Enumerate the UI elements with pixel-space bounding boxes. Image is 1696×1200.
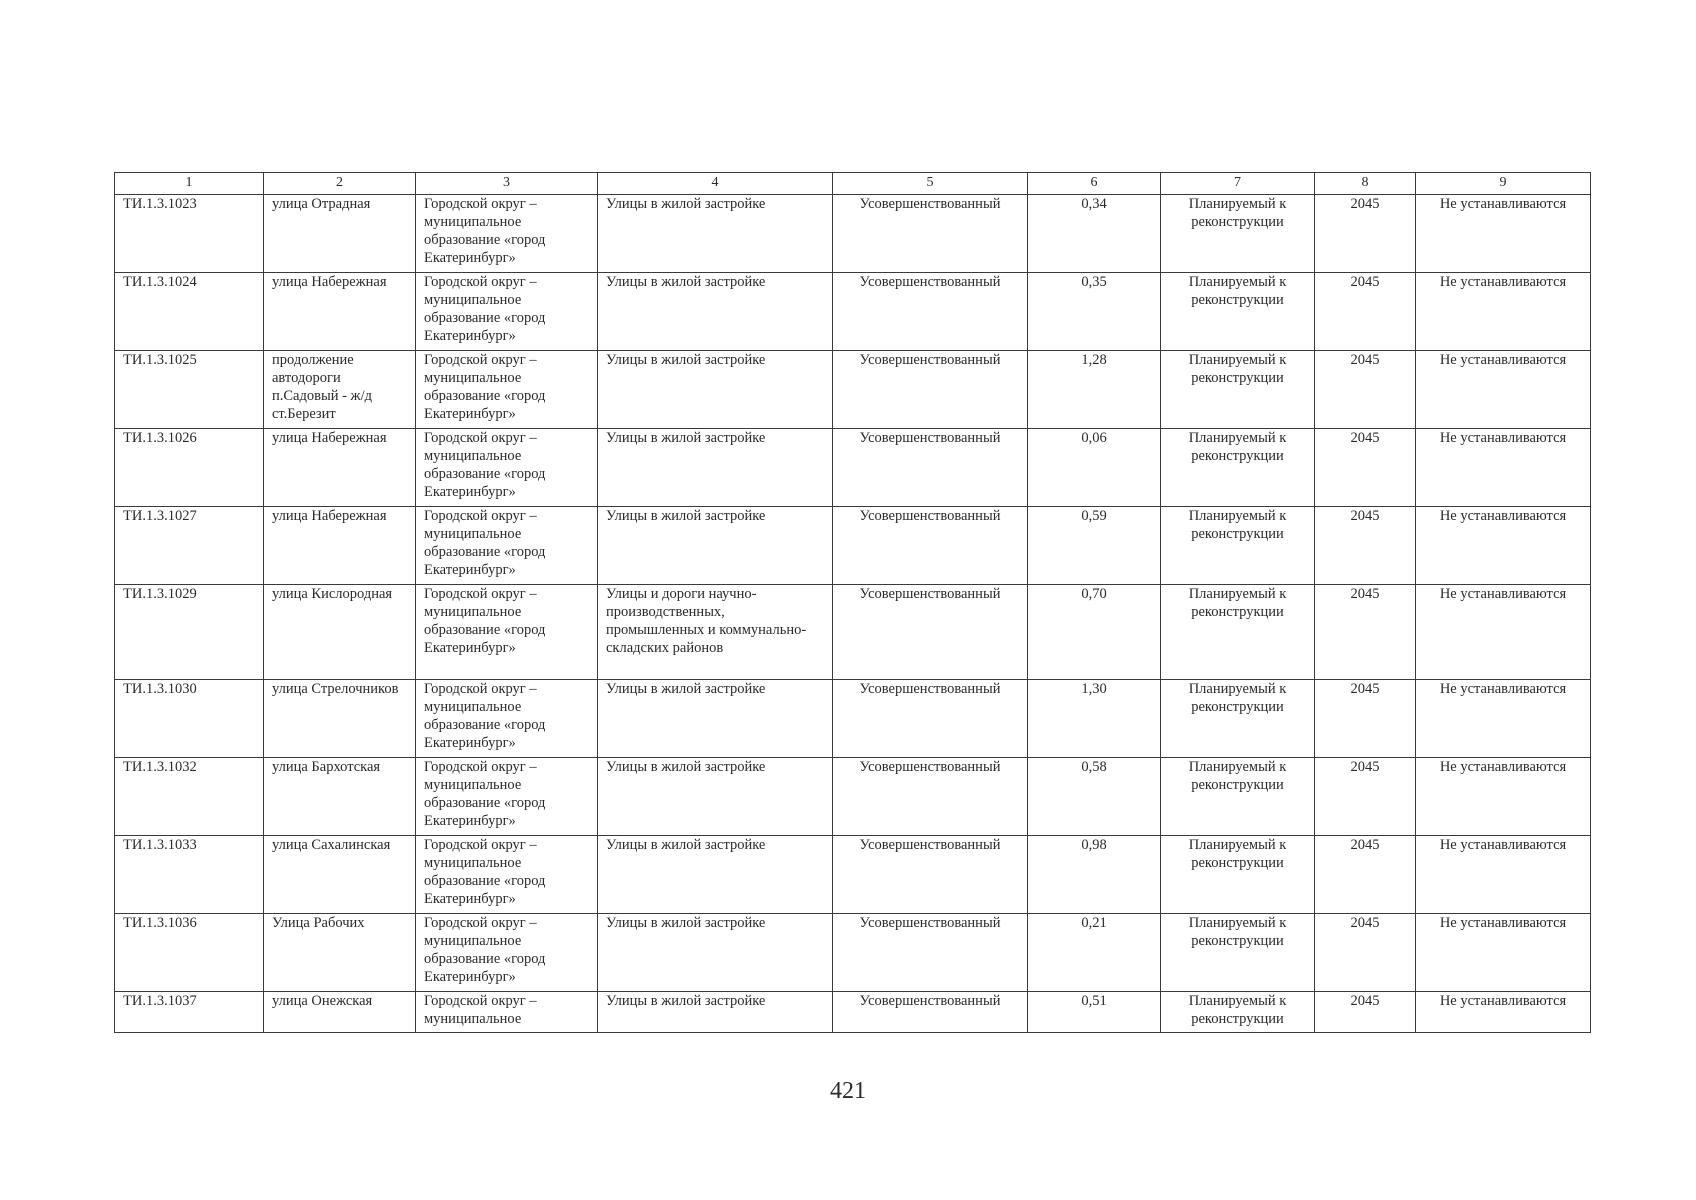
status: Планируемый к реконструкции [1161, 195, 1315, 273]
object-id: ТИ.1.3.1029 [115, 585, 264, 680]
cover-type: Усовершенствованный [833, 914, 1028, 992]
municipality: Городской округ – муниципальное образование «город Екатеринбург» [416, 914, 598, 992]
cover-type: Усовершенствованный [833, 836, 1028, 914]
year: 2045 [1315, 992, 1416, 1033]
table-header-row [115, 173, 1591, 195]
object-name: улица Кислородная [264, 585, 416, 680]
road-type: Улицы в жилой застройке [598, 195, 833, 273]
column-header: 8 [1315, 173, 1416, 195]
cover-type: Усовершенствованный [833, 507, 1028, 585]
length-value: 1,30 [1028, 680, 1161, 758]
column-header: 9 [1416, 173, 1591, 195]
object-id: ТИ.1.3.1027 [115, 507, 264, 585]
zone: Не устанавливаются [1416, 195, 1591, 273]
status: Планируемый к реконструкции [1161, 273, 1315, 351]
object-name: улица Онежская [264, 992, 416, 1033]
cover-type: Усовершенствованный [833, 992, 1028, 1033]
zone: Не устанавливаются [1416, 585, 1591, 680]
infrastructure-table [114, 172, 1591, 1033]
road-type: Улицы в жилой застройке [598, 351, 833, 429]
object-id: ТИ.1.3.1036 [115, 914, 264, 992]
column-header: 4 [598, 173, 833, 195]
municipality: Городской округ – муниципальное образование «город Екатеринбург» [416, 680, 598, 758]
status: Планируемый к реконструкции [1161, 585, 1315, 680]
year: 2045 [1315, 195, 1416, 273]
cover-type: Усовершенствованный [833, 585, 1028, 680]
municipality: Городской округ – муниципальное образование «город Екатеринбург» [416, 758, 598, 836]
object-id: ТИ.1.3.1026 [115, 429, 264, 507]
column-header: 1 [115, 173, 264, 195]
road-type: Улицы в жилой застройке [598, 680, 833, 758]
table-row [115, 351, 1591, 429]
length-value: 0,59 [1028, 507, 1161, 585]
table-row [115, 585, 1591, 680]
zone: Не устанавливаются [1416, 914, 1591, 992]
year: 2045 [1315, 351, 1416, 429]
object-id: ТИ.1.3.1032 [115, 758, 264, 836]
object-id: ТИ.1.3.1025 [115, 351, 264, 429]
length-value: 0,51 [1028, 992, 1161, 1033]
table-row [115, 914, 1591, 992]
length-value: 0,21 [1028, 914, 1161, 992]
road-type: Улицы в жилой застройке [598, 992, 833, 1033]
column-header: 7 [1161, 173, 1315, 195]
municipality: Городской округ – муниципальное [416, 992, 598, 1033]
municipality: Городской округ – муниципальное образование «город Екатеринбург» [416, 585, 598, 680]
cover-type: Усовершенствованный [833, 680, 1028, 758]
road-type: Улицы в жилой застройке [598, 429, 833, 507]
zone: Не устанавливаются [1416, 507, 1591, 585]
year: 2045 [1315, 273, 1416, 351]
municipality: Городской округ – муниципальное образование «город Екатеринбург» [416, 273, 598, 351]
road-type: Улицы и дороги научно-производственных, промышленных и коммунально-складских районов [598, 585, 833, 680]
length-value: 1,28 [1028, 351, 1161, 429]
road-type: Улицы в жилой застройке [598, 836, 833, 914]
column-header: 2 [264, 173, 416, 195]
zone: Не устанавливаются [1416, 351, 1591, 429]
object-id: ТИ.1.3.1037 [115, 992, 264, 1033]
zone: Не устанавливаются [1416, 836, 1591, 914]
road-type: Улицы в жилой застройке [598, 273, 833, 351]
object-name: продолжение автодороги п.Садовый - ж/д ст.Березит [264, 351, 416, 429]
cover-type: Усовершенствованный [833, 195, 1028, 273]
page-number: 421 [830, 1078, 866, 1104]
zone: Не устанавливаются [1416, 273, 1591, 351]
status: Планируемый к реконструкции [1161, 351, 1315, 429]
object-id: ТИ.1.3.1023 [115, 195, 264, 273]
road-type: Улицы в жилой застройке [598, 507, 833, 585]
year: 2045 [1315, 914, 1416, 992]
municipality: Городской округ – муниципальное образование «город Екатеринбург» [416, 836, 598, 914]
object-name: улица Стрелочников [264, 680, 416, 758]
table-row [115, 429, 1591, 507]
zone: Не устанавливаются [1416, 992, 1591, 1033]
object-name: улица Отрадная [264, 195, 416, 273]
column-header: 6 [1028, 173, 1161, 195]
cover-type: Усовершенствованный [833, 758, 1028, 836]
status: Планируемый к реконструкции [1161, 507, 1315, 585]
zone: Не устанавливаются [1416, 429, 1591, 507]
table-row [115, 680, 1591, 758]
length-value: 0,35 [1028, 273, 1161, 351]
table-row [115, 836, 1591, 914]
year: 2045 [1315, 680, 1416, 758]
object-name: Улица Рабочих [264, 914, 416, 992]
column-header: 3 [416, 173, 598, 195]
zone: Не устанавливаются [1416, 758, 1591, 836]
municipality: Городской округ – муниципальное образование «город Екатеринбург» [416, 195, 598, 273]
year: 2045 [1315, 758, 1416, 836]
road-type: Улицы в жилой застройке [598, 914, 833, 992]
year: 2045 [1315, 585, 1416, 680]
municipality: Городской округ – муниципальное образование «город Екатеринбург» [416, 429, 598, 507]
status: Планируемый к реконструкции [1161, 914, 1315, 992]
cover-type: Усовершенствованный [833, 351, 1028, 429]
cover-type: Усовершенствованный [833, 273, 1028, 351]
road-type: Улицы в жилой застройке [598, 758, 833, 836]
municipality: Городской округ – муниципальное образование «город Екатеринбург» [416, 351, 598, 429]
municipality: Городской округ – муниципальное образование «город Екатеринбург» [416, 507, 598, 585]
cover-type: Усовершенствованный [833, 429, 1028, 507]
zone: Не устанавливаются [1416, 680, 1591, 758]
column-header: 5 [833, 173, 1028, 195]
status: Планируемый к реконструкции [1161, 429, 1315, 507]
object-id: ТИ.1.3.1030 [115, 680, 264, 758]
length-value: 0,70 [1028, 585, 1161, 680]
status: Планируемый к реконструкции [1161, 992, 1315, 1033]
object-name: улица Бархотская [264, 758, 416, 836]
table-row [115, 992, 1591, 1033]
length-value: 0,34 [1028, 195, 1161, 273]
object-id: ТИ.1.3.1024 [115, 273, 264, 351]
table-row [115, 507, 1591, 585]
object-id: ТИ.1.3.1033 [115, 836, 264, 914]
table-row [115, 195, 1591, 273]
object-name: улица Набережная [264, 429, 416, 507]
object-name: улица Набережная [264, 273, 416, 351]
table-row [115, 758, 1591, 836]
year: 2045 [1315, 507, 1416, 585]
length-value: 0,98 [1028, 836, 1161, 914]
status: Планируемый к реконструкции [1161, 680, 1315, 758]
length-value: 0,58 [1028, 758, 1161, 836]
status: Планируемый к реконструкции [1161, 836, 1315, 914]
status: Планируемый к реконструкции [1161, 758, 1315, 836]
table-row [115, 273, 1591, 351]
year: 2045 [1315, 836, 1416, 914]
length-value: 0,06 [1028, 429, 1161, 507]
year: 2045 [1315, 429, 1416, 507]
object-name: улица Набережная [264, 507, 416, 585]
object-name: улица Сахалинская [264, 836, 416, 914]
